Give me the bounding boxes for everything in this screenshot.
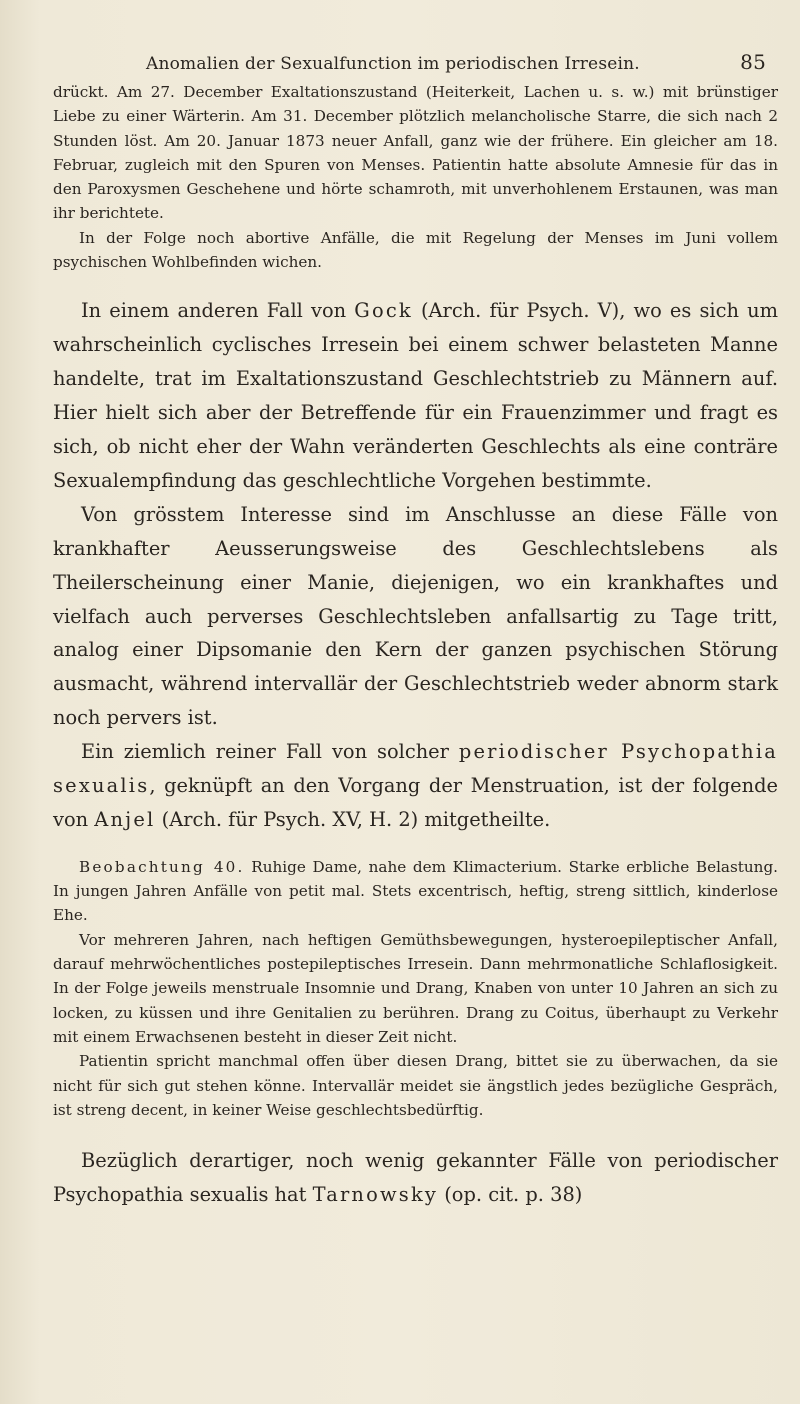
author-name-gock: Gock (354, 299, 413, 323)
main-text (53, 294, 778, 837)
closing-paragraph: Bezüglich derartiger, noch wenig gekannter Fälle von periodischer Psychopathia sexualis hat Tarnowsky (op. cit. p. 38) (53, 1149, 778, 1207)
running-head-title: Anomalien der Sexualfunction im periodischen Irresein. (146, 54, 640, 74)
closing-text (53, 1144, 778, 1212)
page-number: 85 (740, 50, 766, 74)
observation-paragraph-1: Beobachtung 40. Ruhige Dame, nahe dem Klimacterium. Starke erbliche Belastung. In jungen Jahren Anfälle von petit mal. Stets excentrisch, heftig, streng sittlich, kinderlose Ehe. (53, 857, 778, 925)
case-paragraph-2: In der Folge noch abortive Anfälle, die mit Regelung der Menses im Juni vollem psychischen Wohlbefinden wichen. (53, 228, 778, 272)
observation-paragraph-3: Patientin spricht manchmal offen über diesen Drang, bittet sie zu überwachen, da sie nicht für sich gut stehen könne. Intervallär meidet sie ängstlich jedes bezügliche Gespräch, ist streng decent, in keiner Weise geschlechtsbedürftig. (53, 1052, 778, 1119)
case-continuation (53, 80, 778, 274)
case-paragraph-1: drückt. Am 27. December Exaltationszustand (Heiterkeit, Lachen u. s. w.) mit brünstiger Liebe zu einer Wärterin. Am 31. December plötzlich melancholische Starre, die sich nach 2 Stunden löst. Am 20. Januar 1873 neuer Anfall, ganz wie der frühere. Ein gleicher am 18. Februar, zugleich mit den Spuren von Menses. Patientin hatte absolute Amnesie für das in den Paroxysmen Geschehene und hörte schamroth, mit unverhohlenem Erstaunen, was man ihr berichtete. (53, 83, 778, 223)
main-paragraph-gock: In einem anderen Fall von Gock (Arch. für Psych. V), wo es sich um wahrscheinlich cyclisches Irresein bei einem schwer belasteten Manne handelte, trat im Exaltationszustand Geschlechtstrieb zu Männern auf. Hier hielt sich aber der Betreffende für ein Frauenzimmer und fragt es sich, ob nicht eher der Wahn veränderten Geschlechts als eine conträre Sexualempfindung das geschlechtliche Vorgehen bestimmte. (53, 299, 778, 492)
observation-40 (53, 855, 778, 1122)
running-head (53, 46, 778, 80)
observation-label: Beobachtung 40. (79, 857, 245, 876)
term-periodic-psychopathia: periodischer Psychopathia sexualis (53, 740, 778, 798)
author-name-tarnowsky: Tarnowsky (312, 1183, 439, 1207)
main-paragraph-interest: Von grösstem Interesse sind im Anschlusse an diese Fälle von krankhafter Aeusserungsweise des Geschlechtslebens als Theilerscheinung einer Manie, diejenigen, wo ein krankhaftes und vielfach auch perverses Geschlechtsleben anfallsartig zu Tage tritt, analog einer Dipsomanie den Kern der ganzen psychischen Störung ausmacht, während intervallär der Geschlechtstrieb weder abnorm stark noch pervers ist. (53, 502, 778, 730)
observation-paragraph-2: Vor mehreren Jahren, nach heftigen Gemüthsbewegungen, hysteroepileptischer Anfall, darauf mehrwöchentliches postepileptisches Irresein. Dann mehrmonatliche Schlaflosigkeit. In der Folge jeweils menstruale Insomnie und Drang, Knaben von unter 10 Jahren an sich zu locken, zu küssen und ihre Genitalien zu berühren. Drang zu Coitus, überhaupt zu Verkehr mit einem Erwachsenen besteht in dieser Zeit nicht. (53, 930, 778, 1046)
main-paragraph-anjel: Ein ziemlich reiner Fall von solcher periodischer Psychopathia sexualis, geknüpft an den Vorgang der Menstruation, ist der folgende von Anjel (Arch. für Psych. XV, H. 2) mitgetheilte. (53, 740, 778, 831)
author-name-anjel: Anjel (94, 807, 156, 831)
